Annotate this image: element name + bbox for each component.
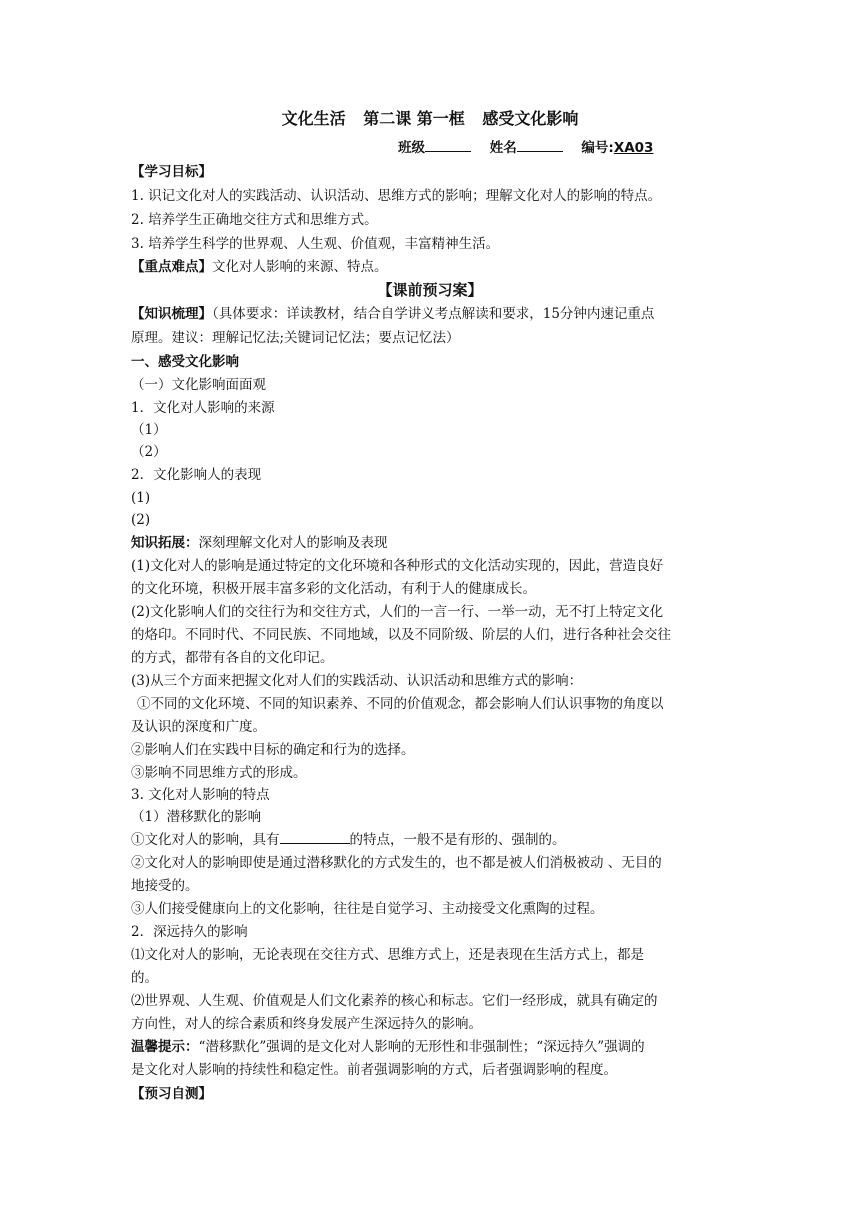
- knowledge-line-2: 原理。建议：理解记忆法;关键词记忆法；要点记忆法）: [131, 330, 460, 346]
- expand-line: [131, 533, 388, 553]
- point-item: （1）: [131, 422, 167, 438]
- expand-text: ③影响不同思维方式的形成。: [131, 765, 307, 781]
- feature-text: ②文化对人的影响即使是通过潜移默化的方式发生的，也不都是被人们消极被动 、无目的: [131, 855, 662, 871]
- feature-text: ③人们接受健康向上的文化影响，往往是自觉学习、主动接受文化熏陶的过程。: [131, 901, 604, 917]
- feature-text-a: ①文化对人的影响，具有: [131, 832, 280, 848]
- knowledge-text: （具体要求：详读教材，结合自学讲义考点解读和要求，15分钟内速记重点: [212, 306, 655, 322]
- title-part-topic: 感受文化影响: [482, 109, 579, 128]
- point-heading: 3. 文化对人影响的特点: [131, 787, 270, 803]
- expand-text: 的方式，都带有各自的文化印记。: [131, 650, 334, 666]
- title-part-lesson: 第二课 第一框: [363, 109, 465, 128]
- class-label: 班级: [398, 140, 425, 156]
- expand-text: (2)文化影响人们的交往行为和交往方式，人们的一言一行、一举一动，无不打上特定文化: [131, 604, 664, 620]
- point-item: (1): [131, 490, 151, 506]
- subsection-heading: 2．深远持久的影响: [131, 924, 248, 940]
- tip-text: “潜移默化”强调的是文化对人影响的无形性和非强制性；“深远持久”强调的: [198, 1039, 645, 1055]
- feature-text: ⑵世界观、人生观、价值观是人们文化素养的核心和标志。它们一经形成，就具有确定的: [131, 993, 658, 1009]
- tip-line: [131, 1037, 645, 1057]
- goal-item: 1. 识记文化对人的实践活动、认识活动、思维方式的影响；理解文化对人的影响的特点。: [131, 188, 662, 204]
- code-label: 编号:: [581, 140, 614, 156]
- preview-heading: 【课前预习案】: [377, 281, 483, 299]
- name-label: 姓名: [489, 140, 517, 156]
- point-item: (2): [131, 512, 151, 528]
- student-meta: [398, 136, 653, 156]
- point-heading: 2．文化影响人的表现: [131, 467, 262, 483]
- page-title: [0, 106, 860, 129]
- expand-text: ②影响人们在实践中目标的确定和行为的选择。: [131, 742, 415, 758]
- feature-text-b: 的特点，一般不是有形的、强制的。: [349, 832, 566, 848]
- expand-title: 深刻理解文化对人的影响及表现: [198, 535, 388, 551]
- key-text: 文化对人影响的来源、特点。: [212, 259, 388, 275]
- expand-text: ①不同的文化环境、不同的知识素养、不同的价值观念，都会影响人们认识事物的角度以: [137, 696, 664, 712]
- expand-label: 知识拓展：: [131, 535, 199, 551]
- class-blank: [425, 139, 471, 152]
- name-blank: [517, 139, 563, 152]
- expand-text: 的文化环境，积极开展丰富多彩的文化活动，有利于人的健康成长。: [131, 581, 536, 597]
- tip-text-2: 是文化对人影响的持续性和稳定性。前者强调影响的方式，后者强调影响的程度。: [131, 1062, 617, 1078]
- goals-heading: 【学习目标】: [131, 164, 212, 180]
- feature-text: ⑴文化对人的影响，无论表现在交往方式、思维方式上，还是表现在生活方式上，都是: [131, 947, 644, 963]
- feature-text: 方向性，对人的综合素质和终身发展产生深远持久的影响。: [131, 1016, 482, 1032]
- goal-item: 2. 培养学生正确地交往方式和思维方式。: [131, 212, 378, 228]
- expand-text: (3)从三个方面来把握文化对人们的实践活动、认识活动和思维方式的影响：: [131, 673, 583, 689]
- feature-text: 地接受的。: [131, 878, 199, 894]
- title-part-subject: 文化生活: [281, 109, 346, 128]
- knowledge-line: [131, 304, 654, 324]
- code-value: XA03: [613, 140, 654, 156]
- tip-label: 温馨提示：: [131, 1039, 199, 1055]
- fill-blank: [280, 831, 350, 844]
- point-item: （2）: [131, 444, 167, 460]
- feature-text: 的。: [131, 970, 158, 986]
- key-label: 【重点难点】: [131, 259, 212, 275]
- goal-item: 3. 培养学生科学的世界观、人生观、价值观，丰富精神生活。: [131, 236, 500, 252]
- subsection-heading: （1）潜移默化的影响: [131, 809, 262, 825]
- subsection-heading: （一）文化影响面面观: [131, 377, 266, 393]
- feature-text: [131, 830, 566, 850]
- expand-text: 的烙印。不同时代、不同民族、不同地域，以及不同阶级、阶层的人们，进行各种社会交往: [131, 627, 671, 643]
- expand-text: (1)文化对人的影响是通过特定的文化环境和各种形式的文化活动实现的，因此，营造良好: [131, 558, 664, 574]
- self-test-heading: 【预习自测】: [131, 1086, 212, 1102]
- key-points: [131, 257, 388, 277]
- section-heading: 一、感受文化影响: [131, 354, 239, 370]
- point-heading: 1．文化对人影响的来源: [131, 400, 275, 416]
- expand-text: 及认识的深度和广度。: [131, 719, 266, 735]
- knowledge-label: 【知识梳理】: [131, 306, 212, 322]
